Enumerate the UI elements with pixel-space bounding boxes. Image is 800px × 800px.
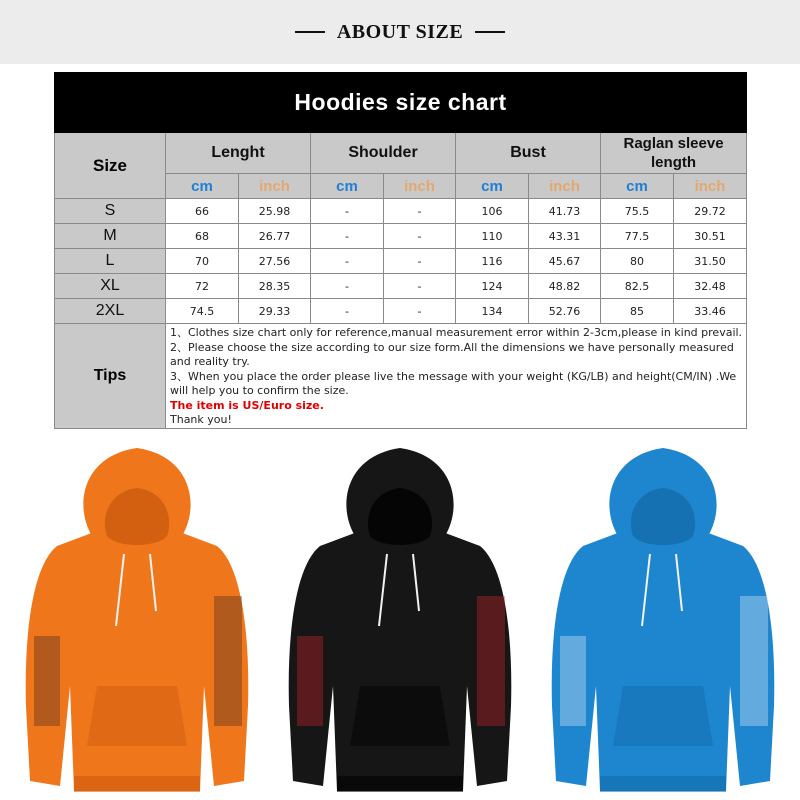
size-column-header: Size [55, 133, 166, 199]
header-left-rule [295, 31, 325, 33]
size-label: L [55, 249, 166, 274]
table-cell: 45.67 [529, 249, 601, 274]
tips-row [55, 324, 747, 429]
tip-thank-you: Thank you! [170, 413, 232, 426]
table-row [55, 224, 747, 249]
table-row [55, 274, 747, 299]
table-cell: 75.5 [601, 199, 674, 224]
bust-column-header: Bust [456, 133, 601, 174]
tip-line-2: 2、Please choose the size according to our size form.All the dimensions we have personally measured and reality try. [170, 340, 734, 368]
unit-inch: inch [674, 174, 747, 199]
orange-hoodie-shape [12, 436, 262, 800]
size-label: XL [55, 274, 166, 299]
black-hoodie-shape [275, 436, 525, 800]
tip-line-1: 1、Clothes size chart only for reference,manual measurement error within 2-3cm,please in kind prevail. [170, 326, 743, 339]
table-cell: 29.72 [674, 199, 747, 224]
table-cell: 72 [166, 274, 239, 299]
unit-inch: inch [239, 174, 311, 199]
table-cell: - [311, 249, 384, 274]
table-cell: 85 [601, 299, 674, 324]
table-cell: 124 [456, 274, 529, 299]
header-right-rule [475, 31, 505, 33]
size-chart-table [54, 72, 747, 429]
table-cell: 26.77 [239, 224, 311, 249]
table-cell: 74.5 [166, 299, 239, 324]
size-label: 2XL [55, 299, 166, 324]
table-cell: 70 [166, 249, 239, 274]
table-cell: 31.50 [674, 249, 747, 274]
table-cell: 48.82 [529, 274, 601, 299]
table-row [55, 199, 747, 224]
orange-hoodie-image [12, 436, 262, 800]
table-cell: 52.76 [529, 299, 601, 324]
black-hoodie-image [275, 436, 525, 800]
table-cell: - [311, 299, 384, 324]
table-cell: 25.98 [239, 199, 311, 224]
table-cell: 43.31 [529, 224, 601, 249]
table-cell: 110 [456, 224, 529, 249]
blue-hoodie-shape [538, 436, 788, 800]
table-cell: - [311, 224, 384, 249]
unit-inch: inch [529, 174, 601, 199]
unit-cm: cm [456, 174, 529, 199]
unit-inch: inch [384, 174, 456, 199]
size-chart-title: Hoodies size chart [55, 73, 747, 133]
table-cell: - [384, 199, 456, 224]
table-row [55, 249, 747, 274]
table-cell: 116 [456, 249, 529, 274]
table-cell: 77.5 [601, 224, 674, 249]
table-cell: - [311, 199, 384, 224]
product-images [0, 436, 800, 800]
table-cell: 66 [166, 199, 239, 224]
table-row [55, 299, 747, 324]
shoulder-column-header: Shoulder [311, 133, 456, 174]
table-cell: 33.46 [674, 299, 747, 324]
table-cell: 80 [601, 249, 674, 274]
table-cell: - [384, 274, 456, 299]
unit-cm: cm [311, 174, 384, 199]
table-cell: - [384, 299, 456, 324]
raglan-column-header: Raglan sleeve length [601, 133, 747, 174]
table-cell: - [311, 274, 384, 299]
size-label: M [55, 224, 166, 249]
table-cell: 29.33 [239, 299, 311, 324]
unit-cm: cm [601, 174, 674, 199]
table-cell: 30.51 [674, 224, 747, 249]
table-cell: 32.48 [674, 274, 747, 299]
table-cell: 134 [456, 299, 529, 324]
table-cell: 28.35 [239, 274, 311, 299]
about-size-header [0, 0, 800, 64]
unit-cm: cm [166, 174, 239, 199]
table-cell: - [384, 224, 456, 249]
tip-line-3: 3、When you place the order please live the message with your weight (KG/LB) and height(CM/IN) .We will help you to confirm the size. [170, 369, 737, 397]
size-label: S [55, 199, 166, 224]
table-cell: 68 [166, 224, 239, 249]
tips-content [166, 324, 747, 429]
table-cell: 106 [456, 199, 529, 224]
table-cell: 27.56 [239, 249, 311, 274]
blue-hoodie-image [538, 436, 788, 800]
table-cell: - [384, 249, 456, 274]
table-cell: 82.5 [601, 274, 674, 299]
table-cell: 41.73 [529, 199, 601, 224]
tip-us-euro-size: The item is US/Euro size. [170, 398, 324, 412]
length-column-header: Lenght [166, 133, 311, 174]
tips-label: Tips [55, 324, 166, 429]
header-title: ABOUT SIZE [336, 20, 464, 43]
